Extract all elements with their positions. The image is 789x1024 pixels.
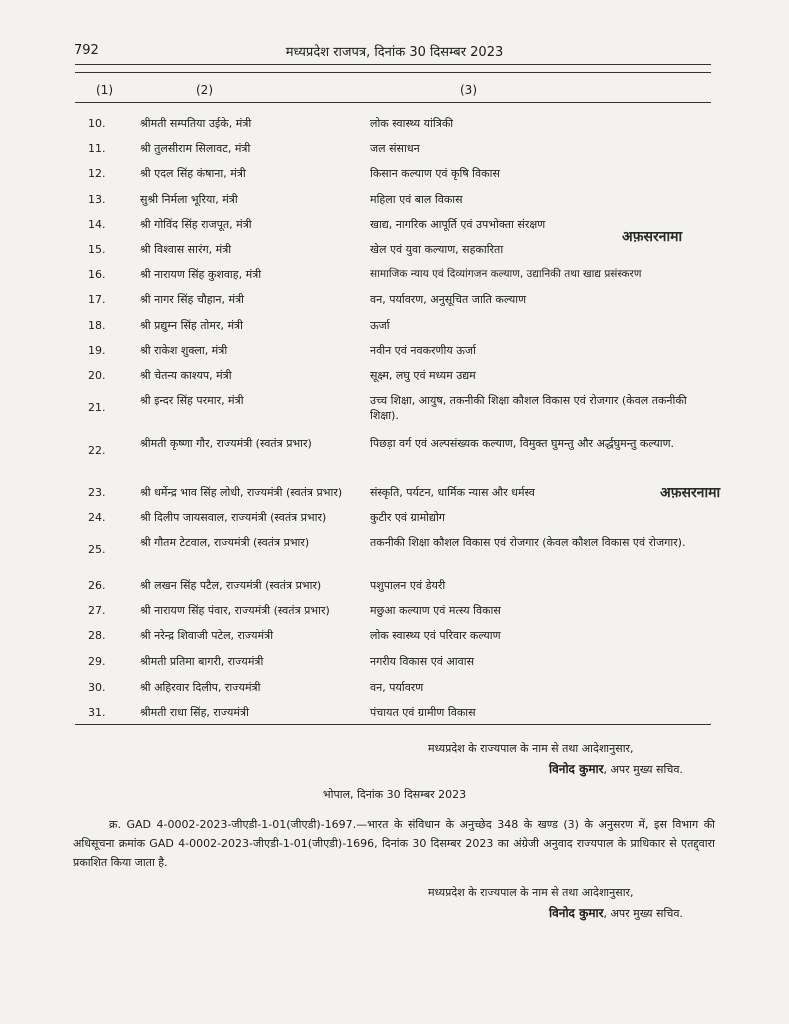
row-number: 26. (88, 579, 106, 592)
minister-name: श्री तुलसीराम सिलावट, मंत्री (140, 142, 251, 155)
row-number: 15. (88, 243, 106, 256)
stamp-afsarnama: अफ़सरनामा (622, 229, 683, 245)
row-number: 22. (88, 444, 106, 457)
row-number: 12. (88, 167, 106, 180)
minister-name: श्री चेतन्य काश्यप, मंत्री (140, 369, 232, 382)
minister-name: श्रीमती प्रतिमा बागरी, राज्यमंत्री (140, 655, 264, 668)
department: महिला एवं बाल विकास (370, 193, 463, 206)
department: सामाजिक न्याय एवं दिव्यांगजन कल्याण, उद्यानिकी तथा खाद्य प्रसंस्करण (370, 268, 642, 280)
row-number: 16. (88, 268, 106, 281)
row-number: 29. (88, 655, 106, 668)
minister-name: श्री दिलीप जायसवाल, राज्यमंत्री (स्वतंत्र प्रभार) (140, 511, 327, 524)
department: किसान कल्याण एवं कृषि विकास (370, 167, 500, 180)
signoff-name-line-second (549, 904, 683, 921)
department: कुटीर एवं ग्रामोद्योग (370, 511, 445, 524)
department: उच्च शिक्षा, आयुष, तकनीकी शिक्षा कौशल विकास एवं रोजगार (केवल तकनीकी शिक्षा). (370, 394, 687, 422)
table-bottom-rule (75, 724, 711, 725)
minister-name: श्री इन्दर सिंह परमार, मंत्री (140, 394, 244, 407)
minister-name: श्री लखन सिंह पटैल, राज्यमंत्री (स्वतंत्र प्रभार) (140, 579, 322, 592)
department: तकनीकी शिक्षा कौशल विकास एवं रोजगार (केवल कौशल विकास एवं रोजगार). (370, 536, 686, 549)
row-number: 13. (88, 193, 106, 206)
minister-name: श्रीमती सम्पतिया उईके, मंत्री (140, 117, 252, 130)
minister-name: श्री अहिरवार दिलीप, राज्यमंत्री (140, 681, 261, 694)
row-number: 30. (88, 681, 106, 694)
department: लोक स्वास्थ्य यांत्रिकी (370, 117, 454, 130)
department: वन, पर्यावरण, अनुसूचित जाति कल्याण (370, 293, 527, 306)
page-number: 792 (74, 43, 99, 58)
minister-name: श्रीमती कृष्णा गौर, राज्यमंत्री (स्वतंत्र प्रभार) (140, 437, 312, 450)
department: पशुपालन एवं डेयरी (370, 579, 446, 592)
minister-name: श्री प्रद्युम्न सिंह तोमर, मंत्री (140, 319, 243, 332)
minister-name: श्री नरेन्द्र शिवाजी पटेल, राज्यमंत्री (140, 629, 274, 642)
minister-name: श्री गोविंद सिंह राजपूत, मंत्री (140, 218, 252, 231)
row-number: 20. (88, 369, 106, 382)
notice-paragraph: क्र. GAD 4-0002-2023-जीएडी-1-01(जीएडी)-1697.—भारत के संविधान के अनुच्छेद 348 के खण्ड (3) के अनुसरण में, इस विभाग की अधिसूचना क्रमांक GAD 4-0002-2023-जीएडी-1-01(जीएडी)-1696, दिनांक 30 दिसम्बर 2023 का अंग्रेजी अनुवाद राज्यपाल के प्राधिकार से एतद्द्वारा प्रकाशित किया जाता है. (73, 818, 715, 869)
row-number: 11. (88, 142, 106, 155)
column-header-3: (3) (460, 83, 477, 97)
department: लोक स्वास्थ्य एवं परिवार कल्याण (370, 629, 501, 642)
column-header-2: (2) (196, 83, 213, 97)
row-number: 23. (88, 486, 106, 499)
department: नवीन एवं नवकरणीय ऊर्जा (370, 344, 476, 357)
date-line: भोपाल, दिनांक 30 दिसम्बर 2023 (322, 788, 467, 801)
department: संस्कृति, पर्यटन, धार्मिक न्यास और धर्मस्व (370, 486, 535, 499)
row-number: 27. (88, 604, 106, 617)
signatory-designation: , अपर मुख्य सचिव. (603, 907, 683, 920)
minister-name: श्री विश्वास सारंग, मंत्री (140, 243, 232, 256)
column-header-1: (1) (96, 83, 113, 97)
row-number: 18. (88, 319, 106, 332)
signatory-name: विनोद कुमार (549, 906, 604, 920)
row-number: 10. (88, 117, 106, 130)
minister-name: श्री नारायण सिंह पंवार, राज्यमंत्री (स्वतंत्र प्रभार) (140, 604, 330, 617)
department: सूक्ष्म, लघु एवं मध्यम उद्यम (370, 369, 476, 382)
department: ऊर्जा (370, 319, 390, 332)
department: खेल एवं युवा कल्याण, सहकारिता (370, 243, 504, 256)
row-number: 24. (88, 511, 106, 524)
row-number: 19. (88, 344, 106, 357)
department: जल संसाधन (370, 142, 420, 155)
top-rule (75, 64, 711, 65)
minister-name: श्री धर्मेन्द्र भाव सिंह लोधी, राज्यमंत्री (स्वतंत्र प्रभार) (140, 486, 343, 499)
department: नगरीय विकास एवं आवास (370, 655, 475, 668)
stamp-afsarnama-second: अफ़सरनामा (660, 485, 721, 501)
signoff-line-second: मध्यप्रदेश के राज्यपाल के नाम से तथा आदेशानुसार, (428, 886, 634, 899)
row-number: 28. (88, 629, 106, 642)
minister-name: श्री राकेश शुक्ला, मंत्री (140, 344, 228, 357)
department: मछुआ कल्याण एवं मत्स्य विकास (370, 604, 501, 617)
minister-name: श्री नारायण सिंह कुशवाह, मंत्री (140, 268, 262, 281)
signatory-designation: , अपर मुख्य सचिव. (603, 763, 683, 776)
department: पिछड़ा वर्ग एवं अल्पसंख्यक कल्याण, विमुक्त घुमन्तु और अर्द्धघुमन्तु कल्याण. (370, 437, 675, 450)
minister-name: श्रीमती राधा सिंह, राज्यमंत्री (140, 706, 249, 719)
row-number: 14. (88, 218, 106, 231)
department: पंचायत एवं ग्रामीण विकास (370, 706, 476, 719)
signatory-name: विनोद कुमार (549, 762, 604, 776)
page-title: मध्यप्रदेश राजपत्र, दिनांक 30 दिसम्बर 2023 (285, 45, 504, 60)
header-bottom-rule (75, 102, 711, 103)
minister-name: श्री गौतम टेटवाल, राज्यमंत्री (स्वतंत्र प्रभार) (140, 536, 310, 549)
minister-name: सुश्री निर्मला भूरिया, मंत्री (140, 193, 238, 206)
top-rule-second (75, 72, 711, 73)
signoff-line: मध्यप्रदेश के राज्यपाल के नाम से तथा आदेशानुसार, (428, 742, 634, 755)
minister-name: श्री नागर सिंह चौहान, मंत्री (140, 293, 245, 306)
department: खाद्य, नागरिक आपूर्ति एवं उपभोक्ता संरक्षण (370, 218, 546, 231)
row-number: 21. (88, 401, 106, 414)
row-number: 25. (88, 543, 106, 556)
signoff-name-line (549, 760, 683, 777)
minister-name: श्री एदल सिंह कंषाना, मंत्री (140, 167, 246, 180)
department: वन, पर्यावरण (370, 681, 424, 694)
row-number: 31. (88, 706, 106, 719)
row-number: 17. (88, 293, 106, 306)
